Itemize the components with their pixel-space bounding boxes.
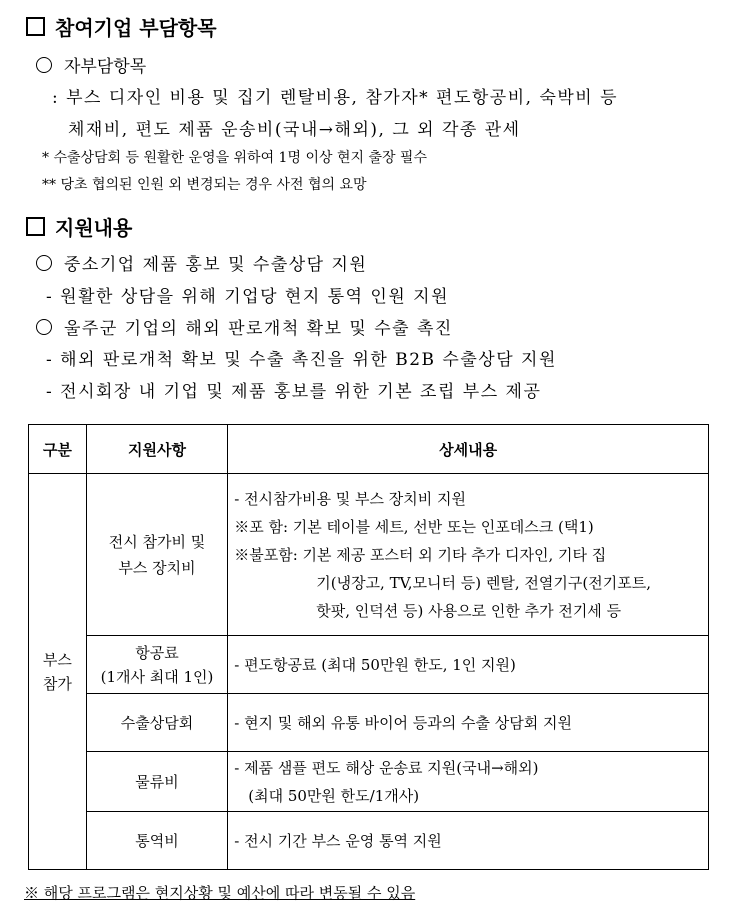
table-row bbox=[29, 752, 709, 812]
square-bullet-icon bbox=[26, 17, 45, 36]
circle-bullet-icon bbox=[36, 255, 52, 271]
table-row bbox=[29, 812, 709, 870]
detail-cell: - 현지 및 해외 유통 바이어 등과의 수출 상담회 지원 bbox=[228, 694, 709, 752]
category-cell: 부스 참가 bbox=[29, 474, 87, 870]
section1-note2: ** 당초 협의된 인원 외 변경되는 경우 사전 협의 요망 bbox=[42, 177, 367, 193]
footnote: ※ 해당 프로그램은 현지상황 및 예산에 따라 변동될 수 있음 bbox=[24, 884, 416, 902]
section1-note1: * 수출상담회 등 원활한 운영을 위하여 1명 이상 현지 출장 필수 bbox=[42, 150, 427, 166]
section2-item2-sub1: - 해외 판로개척 확보 및 수출 촉진을 위한 B2B 수출상담 지원 bbox=[46, 350, 557, 370]
table-header-row bbox=[29, 425, 709, 474]
section2-item2: 울주군 기업의 해외 판로개척 확보 및 수출 촉진 bbox=[36, 314, 453, 339]
section1-line1: : 부스 디자인 비용 및 집기 렌탈비용, 참가자* 편도항공비, 숙박비 등 bbox=[52, 88, 619, 108]
circle-bullet-icon bbox=[36, 57, 52, 73]
table-row bbox=[29, 636, 709, 694]
table-row bbox=[29, 694, 709, 752]
table-row bbox=[29, 474, 709, 636]
detail-cell: - 제품 샘플 편도 해상 운송료 지원(국내→해외) (최대 50만원 한도/1개사) bbox=[228, 752, 709, 812]
support-item-cell: 물류비 bbox=[86, 752, 227, 812]
support-item-cell: 항공료 (1개사 최대 1인) bbox=[86, 636, 227, 694]
section1-line2: 체재비, 편도 제품 운송비(국내→해외), 그 외 각종 관세 bbox=[68, 120, 521, 140]
support-table bbox=[28, 424, 709, 870]
circle-bullet-icon bbox=[36, 319, 52, 335]
section2-item1-sub: - 원활한 상담을 위해 기업당 현지 통역 인원 지원 bbox=[46, 287, 449, 307]
header-category: 구분 bbox=[29, 425, 87, 474]
section2-heading: 지원내용 bbox=[26, 212, 132, 241]
support-item-cell: 통역비 bbox=[86, 812, 227, 870]
detail-cell: - 전시 기간 부스 운영 통역 지원 bbox=[228, 812, 709, 870]
detail-cell: - 전시참가비용 및 부스 장치비 지원 ※포 함: 기본 테이블 세트, 선반 또는 인포데스크 (택1) ※불포함: 기본 제공 포스터 외 기타 추가 디자인, 기타 집 기(냉장고, TV,모니터 등) 렌탈, 전열기구(전기포트, 핫팟, 인덕션 등) 사용으로 인한 추가 전기세 등 bbox=[228, 474, 709, 636]
square-bullet-icon bbox=[26, 217, 45, 236]
section2-item1: 중소기업 제품 홍보 및 수출상담 지원 bbox=[36, 250, 367, 275]
header-detail: 상세내용 bbox=[228, 425, 709, 474]
section1-heading: 참여기업 부담항목 bbox=[26, 12, 217, 41]
support-item-cell: 수출상담회 bbox=[86, 694, 227, 752]
support-item-cell: 전시 참가비 및 부스 장치비 bbox=[86, 474, 227, 636]
detail-cell: - 편도항공료 (최대 50만원 한도, 1인 지원) bbox=[228, 636, 709, 694]
header-support: 지원사항 bbox=[86, 425, 227, 474]
section1-sub: 자부담항목 bbox=[36, 52, 146, 77]
section2-item2-sub2: - 전시회장 내 기업 및 제품 홍보를 위한 기본 조립 부스 제공 bbox=[46, 382, 542, 402]
